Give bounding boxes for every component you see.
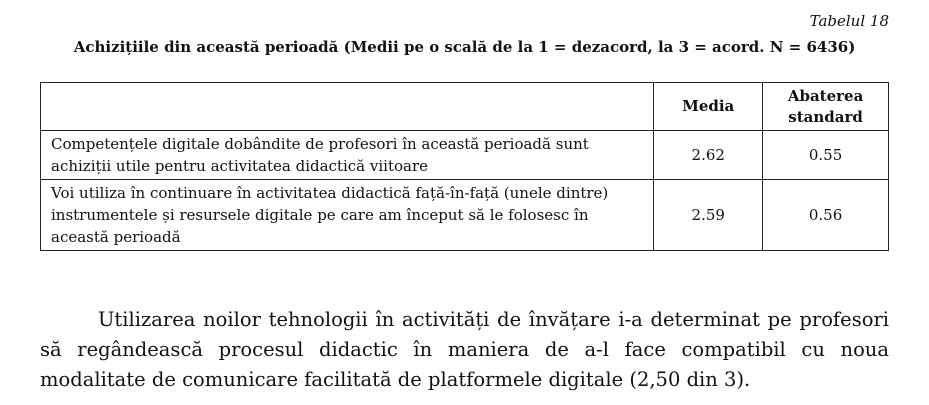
table-row (41, 180, 889, 251)
row-media-value: 2.62 (654, 131, 763, 180)
header-media: Media (654, 83, 763, 131)
table-caption: Achizițiile din această perioadă (Medii pe o scală de la 1 = dezacord, la 3 = acord. N = 6436) (73, 38, 856, 56)
table-header-row (41, 83, 889, 131)
body-paragraph: Utilizarea noilor tehnologii în activități de învățare i-a determinat pe profesori să regândească procesul didactic în maniera de a-l face compatibil cu noua modalitate de comunicare facilitată de platformele digitale (2,50 din 3). (40, 307, 889, 391)
row-statement: Voi utiliza în continuare în activitatea didactică față-în-față (unele dintre) instrumentele și resursele digitale pe care am început să le folosesc în această perioadă (41, 180, 654, 251)
row-statement: Competențele digitale dobândite de profesori în această perioadă sunt achiziții utile pentru activitatea didactică viitoare (41, 131, 654, 180)
row-abatere-value: 0.55 (763, 131, 889, 180)
table-number: Tabelul 18 (809, 12, 889, 30)
header-empty-cell (41, 83, 654, 131)
header-abatere-standard: Abaterea standard (763, 83, 889, 131)
table-row (41, 131, 889, 180)
row-abatere-value: 0.56 (763, 180, 889, 251)
row-media-value: 2.59 (654, 180, 763, 251)
results-table (40, 82, 889, 251)
